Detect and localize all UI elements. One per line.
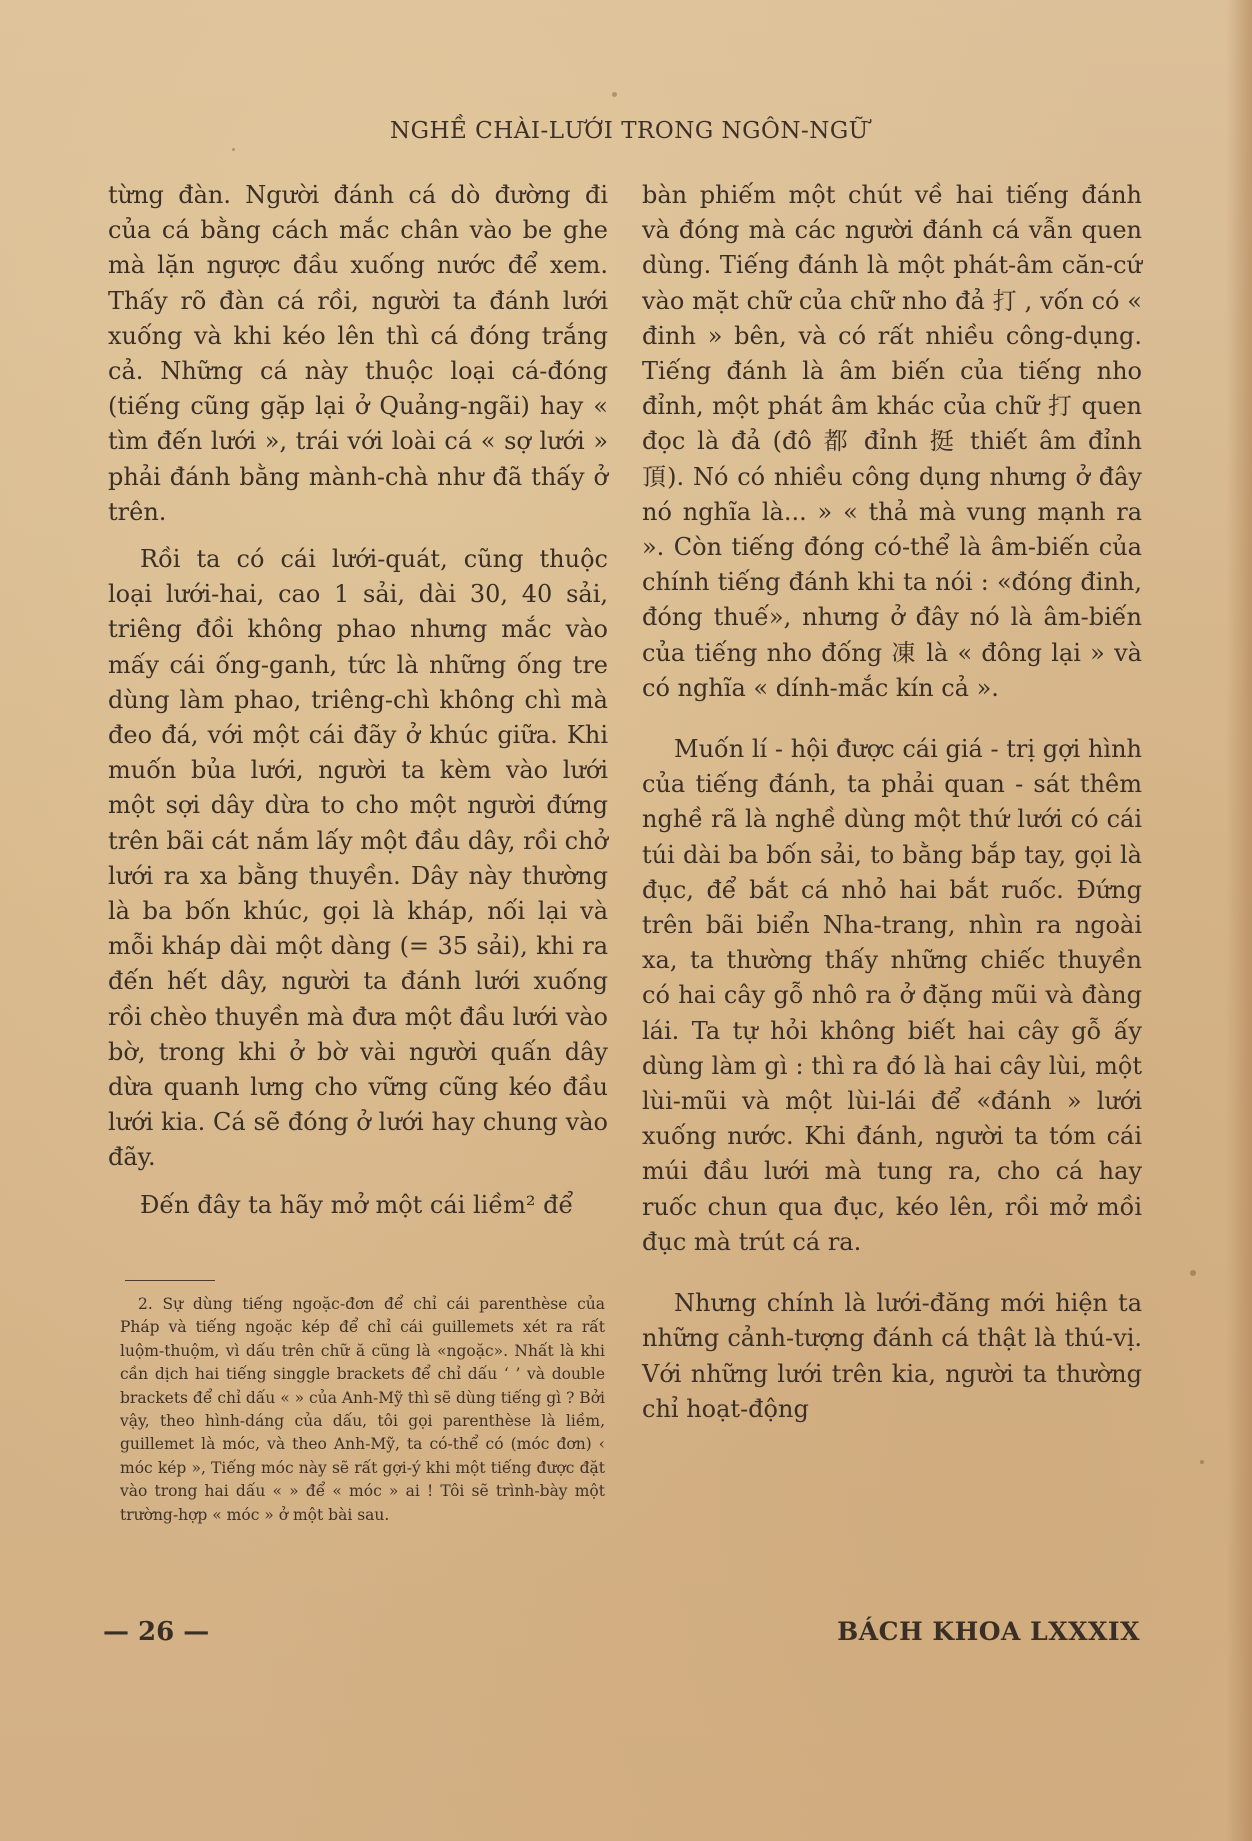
journal-name: BÁCH KHOA LXXXIX xyxy=(837,1617,1140,1646)
paper-speck xyxy=(1200,1460,1204,1464)
paragraph: Đến đây ta hãy mở một cái liềm² để xyxy=(140,1190,574,1219)
footnote xyxy=(120,1293,605,1527)
paragraph: Muốn lí - hội được cái giá - trị gợi hình của tiếng đánh, ta phải quan - sát thêm nghề rã là nghề dùng một thứ lưới có cái túi dài ba bốn sải, to bằng bắp tay, gọi là đục, để bắt cá nhỏ hai bắt ruốc. Đứng trên bãi biển Nha-trang, nhìn ra ngoài xa, ta thường thấy những chiếc thuyền có hai cây gỗ nhô ra ở đặng mũi và đàng lái. Ta tự hỏi không biết hai cây gỗ ấy dùng làm gì : thì ra đó là hai cây lùi, một lùi-mũi và một lùi-lái để «đánh » lưới xuống nước. Khi đánh, người ta tóm cái múi đầu lưới mà tung ra, cho cá hay ruốc chun qua đục, kéo lên, rồi mở mồi đục mà trút cá ra. xyxy=(642,735,1142,1256)
footnote-text: 2. Sự dùng tiếng ngoặc-đơn để chỉ cái parenthèse của Pháp và tiếng ngoặc kép để chỉ cái guillemets xét ra rất luộm-thuộm, vì dấu trên chữ ă cũng là «ngoặc». Nhất là khi cần dịch hai tiếng singgle brackets để chỉ dấu ‘ ’ và double brackets để chỉ dấu « » của Anh-Mỹ thì sẽ dùng tiếng gì ? Bởi vậy, theo hình-dáng của dấu, tôi gọi parenthèse là liềm, guillemet là móc, và theo Anh-Mỹ, ta có-thể có (móc đơn) ‹ móc kép », Tiếng móc này sẽ rất gợi-ý khi một tiếng được đặt vào trong hai dấu « » để « móc » ai ! Tôi sẽ trình-bày một trường-hợp « móc » ở một bài sau. xyxy=(120,1295,605,1524)
running-head: NGHỀ CHÀI-LƯỚI TRONG NGÔN-NGỮ xyxy=(390,118,869,144)
page-number: — 26 — xyxy=(103,1617,210,1647)
page-edge-shadow xyxy=(1226,0,1252,1841)
paper-speck xyxy=(612,92,617,97)
paragraph: Nhưng chính là lưới-đăng mới hiện ta những cảnh-tượng đánh cá thật là thú-vị. Với những lưới trên kia, người ta thường chỉ hoạt-động xyxy=(642,1289,1142,1423)
paper-speck xyxy=(232,148,235,151)
paragraph: Rồi ta có cái lưới-quát, cũng thuộc loại lưới-hai, cao 1 sải, dài 30, 40 sải, triêng đồi không phao nhưng mắc vào mấy cái ống-ganh, tức là những ống tre dùng làm phao, triêng-chì không chì mà đeo đá, với một cái đãy ở khúc giữa. Khi muốn bủa lưới, người ta kèm vào lưới một sợi dây dừa to cho một người đứng trên bãi cát nắm lấy một đầu dây, rồi chở lưới ra xa bằng thuyền. Dây này thường là ba bốn khúc, gọi là kháp, nối lại và mỗi kháp dài một dàng (= 35 sải), khi ra đến hết dây, người ta đánh lưới xuống rồi chèo thuyền mà đưa một đầu lưới vào bờ, trong khi ở bờ vài người quấn dây dừa quanh lưng cho vững cũng kéo đầu lưới kia. Cá sẽ đóng ở lưới hay chung vào đãy. xyxy=(108,545,608,1172)
paper-speck xyxy=(1190,1270,1196,1276)
right-column xyxy=(642,178,1142,1427)
paragraph: bàn phiếm một chút về hai tiếng đánh và đóng mà các người đánh cá vẫn quen dùng. Tiếng đánh là một phát-âm căn-cứ vào mặt chữ của chữ nho đả 打 , vốn có « đinh » bên, và có rất nhiều công-dụng. Tiếng đánh là âm biến của tiếng nho đỉnh, một phát âm khác của chữ 打 quen đọc là đả (đô 都 đỉnh 挺 thiết âm đỉnh 頂). Nó có nhiều công dụng nhưng ở đây nó nghĩa là... » « thả mà vung mạnh ra ». Còn tiếng đóng có-thể là âm-biến của chính tiếng đánh khi ta nói : «đóng đinh, đóng thuế», nhưng ở đây nó là âm-biến của tiếng nho đống 凍 là « đông lại » và có nghĩa « dính-mắc kín cả ». xyxy=(642,181,1142,702)
footnote-rule xyxy=(125,1280,215,1281)
left-column xyxy=(108,178,608,1223)
paragraph: từng đàn. Người đánh cá dò đường đi của cá bằng cách mắc chân vào be ghe mà lặn ngược đầu xuống nước để xem. Thấy rõ đàn cá rồi, người ta đánh lưới xuống và khi kéo lên thì cá đóng trắng cả. Những cá này thuộc loại cá-đóng (tiếng cũng gặp lại ở Quảng-ngãi) hay « tìm đến lưới », trái với loài cá « sợ lưới » phải đánh bằng mành-chà như đã thấy ở trên. xyxy=(108,181,608,526)
